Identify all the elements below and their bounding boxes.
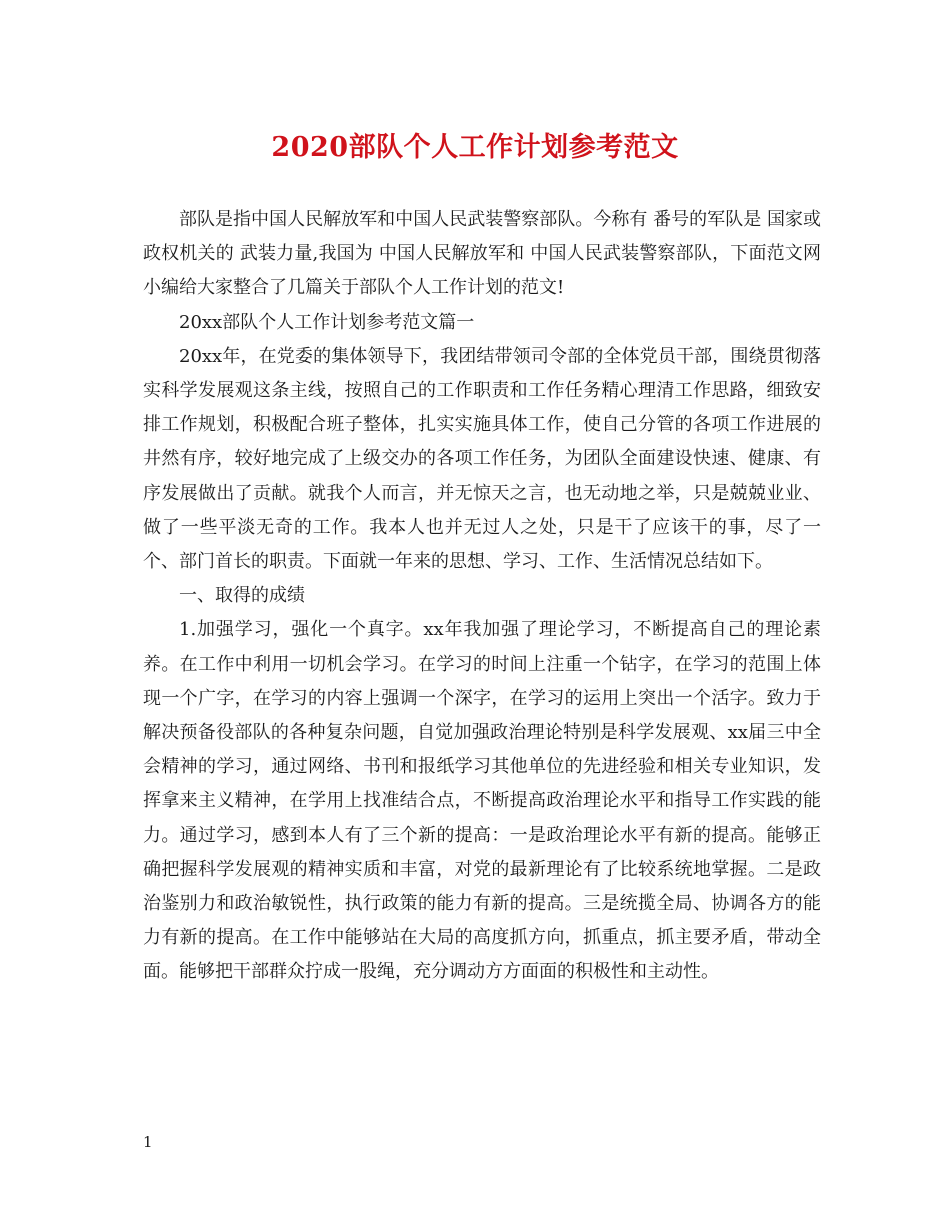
document-body — [143, 203, 821, 990]
section-heading: 20xx部队个人工作计划参考范文篇一 — [179, 311, 475, 333]
document-title: 2020部队个人工作计划参考范文 — [271, 132, 679, 163]
subsection-heading: 一、取得的成绩 — [179, 585, 305, 607]
page-number: 1 — [143, 1133, 153, 1151]
body-paragraph: 1.加强学习，强化一个真字。xx年我加强了理论学习，不断提高自己的理论素养。在工作中利用一切机会学习。在学习的时间上注重一个钻字，在学习的范围上体现一个广字，在学习的内容上强调一个深字，在学习的运用上突出一个活字。致力于解决预备役部队的各种复杂问题，自觉加强政治理论特别是科学发展观、xx届三中全会精神的学习，通过网络、书刊和报纸学习其他单位的先进经验和相关专业知识，发挥拿来主义精神，在学用上找准结合点，不断提高政治理论水平和指导工作实践的能力。通过学习，感到本人有了三个新的提高：一是政治理论水平有新的提高。能够正确把握科学发展观的精神实质和丰富，对党的最新理论有了比较系统地掌握。二是政治鉴别力和政治敏锐性，执行政策的能力有新的提高。三是统揽全局、协调各方的能力有新的提高。在工作中能够站在大局的高度抓方向，抓重点，抓主要矛盾，带动全面。能够把干部群众拧成一股绳，充分调动方方面面的积极性和主动性。 — [143, 619, 821, 983]
intro-paragraph: 部队是指中国人民解放军和中国人民武装警察部队。今称有 番号的军队是 国家或政权机关的 武装力量,我国为 中国人民解放军和 中国人民武装警察部队，下面范文网小编给大家整合了几篇关于部队个人工作计划的范文! — [143, 209, 821, 299]
body-paragraph: 20xx年，在党委的集体领导下，我团结带领司令部的全体党员干部，围绕贯彻落实科学发展观这条主线，按照自己的工作职责和工作任务精心理清工作思路，细致安排工作规划，积极配合班子整体，扎实实施具体工作，使自己分管的各项工作进展的井然有序，较好地完成了上级交办的各项工作任务，为团队全面建设快速、健康、有序发展做出了贡献。就我个人而言，并无惊天之言，也无动地之举，只是兢兢业业、做了一些平淡无奇的工作。我本人也并无过人之处，只是干了应该干的事，尽了一个、部门首长的职责。下面就一年来的思想、学习、工作、生活情况总结如下。 — [143, 345, 821, 573]
